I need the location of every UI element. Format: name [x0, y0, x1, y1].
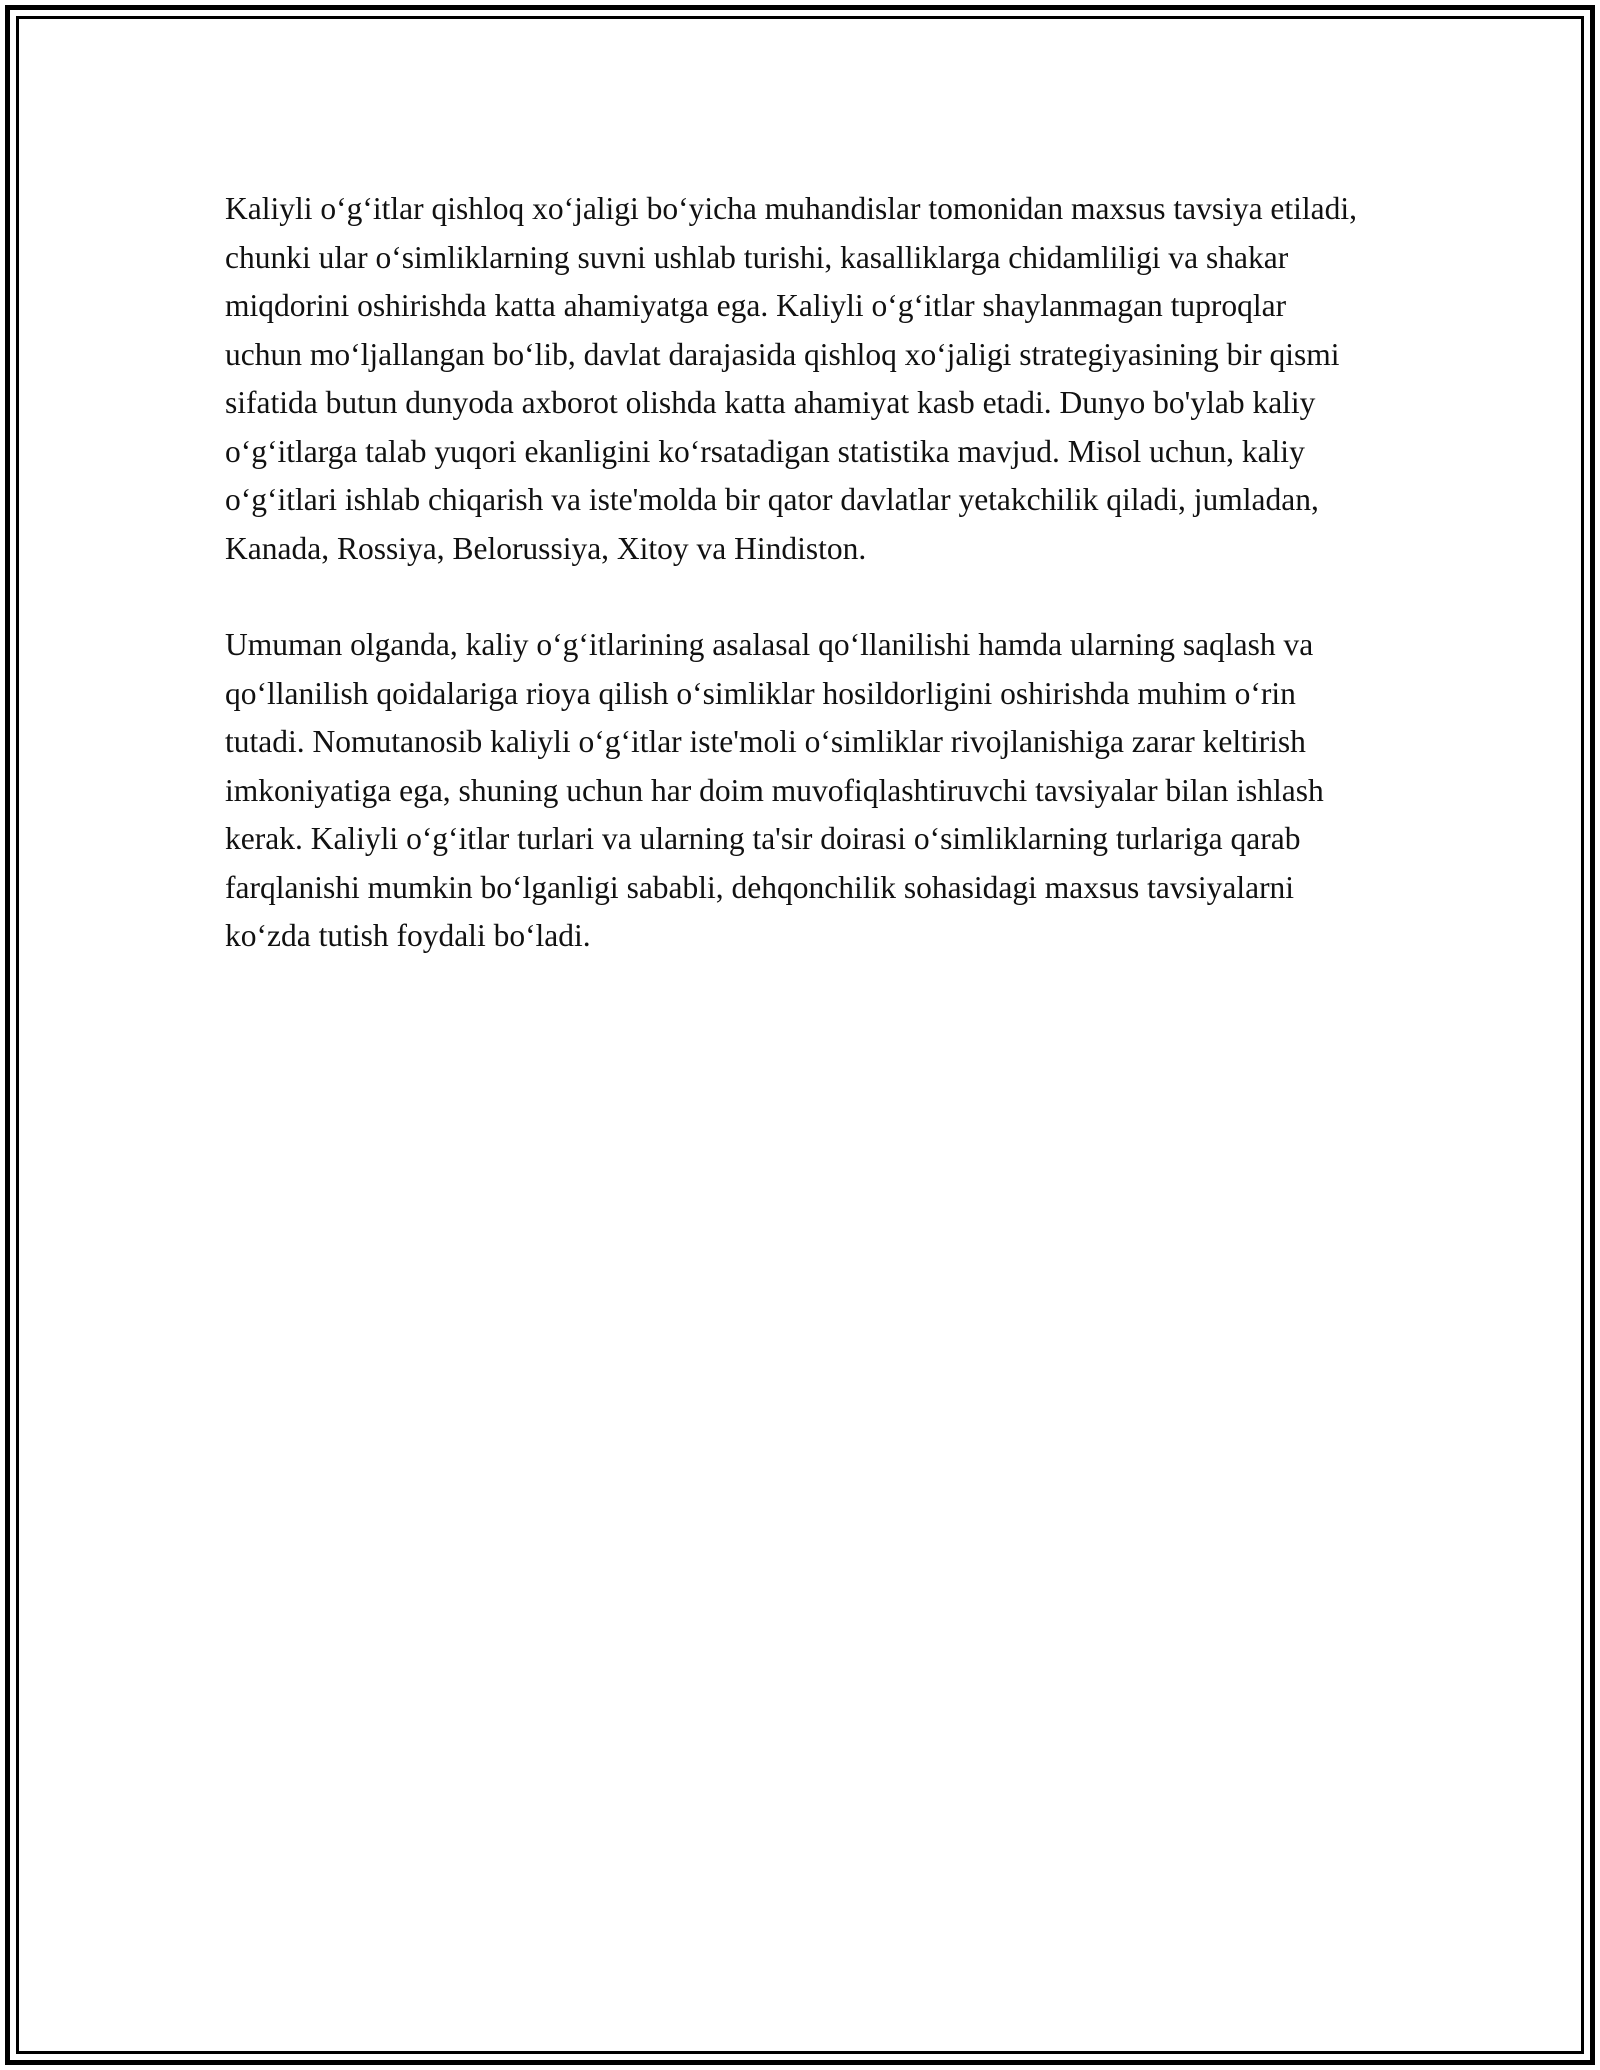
paragraph-1: Kaliyli o‘g‘itlar qishloq xo‘jaligi bo‘yicha muhandislar tomonidan maxsus tavsiya etiladi, chunki ular o‘simliklarning suvni ushlab turishi, kasalliklarga chidamliligi va shakar miqdorini oshirishda katta ahamiyatga ega. Kaliyli o‘g‘itlar shaylanmagan tuproqlar uchun mo‘ljallangan bo‘lib, davlat darajasida qishloq xo‘jaligi strategiyasining bir qismi sifatida butun dunyoda axborot olishda katta ahamiyat kasb etadi. Dunyo bo'ylab kaliy o‘g‘itlarga talab yuqori ekanligini ko‘rsatadigan statistika mavjud. Misol uchun, kaliy o‘g‘itlari ishlab chiqarish va iste'molda bir qator davlatlar yetakchilik qiladi, jumladan, Kanada, Rossiya, Belorussiya, Xitoy va Hindiston. [225, 191, 1358, 566]
document-body [225, 185, 1365, 1009]
paragraph-2: Umuman olganda, kaliy o‘g‘itlarining asalasal qo‘llanilishi hamda ularning saqlash va qo‘llanilish qoidalariga rioya qilish o‘simliklar hosildorligini oshirishda muhim o‘rin tutadi. Nomutanosib kaliyli o‘g‘itlar iste'moli o‘simliklar rivojlanishiga zarar keltirish imkoniyatiga ega, shuning uchun har doim muvofiqlashtiruvchi tavsiyalar bilan ishlash kerak. Kaliyli o‘g‘itlar turlari va ularning ta'sir doirasi o‘simliklarning turlariga qarab farqlanishi mumkin bo‘lganligi sababli, dehqonchilik sohasidagi maxsus tavsiyalarni ko‘zda tutish foydali bo‘ladi. [225, 627, 1324, 953]
